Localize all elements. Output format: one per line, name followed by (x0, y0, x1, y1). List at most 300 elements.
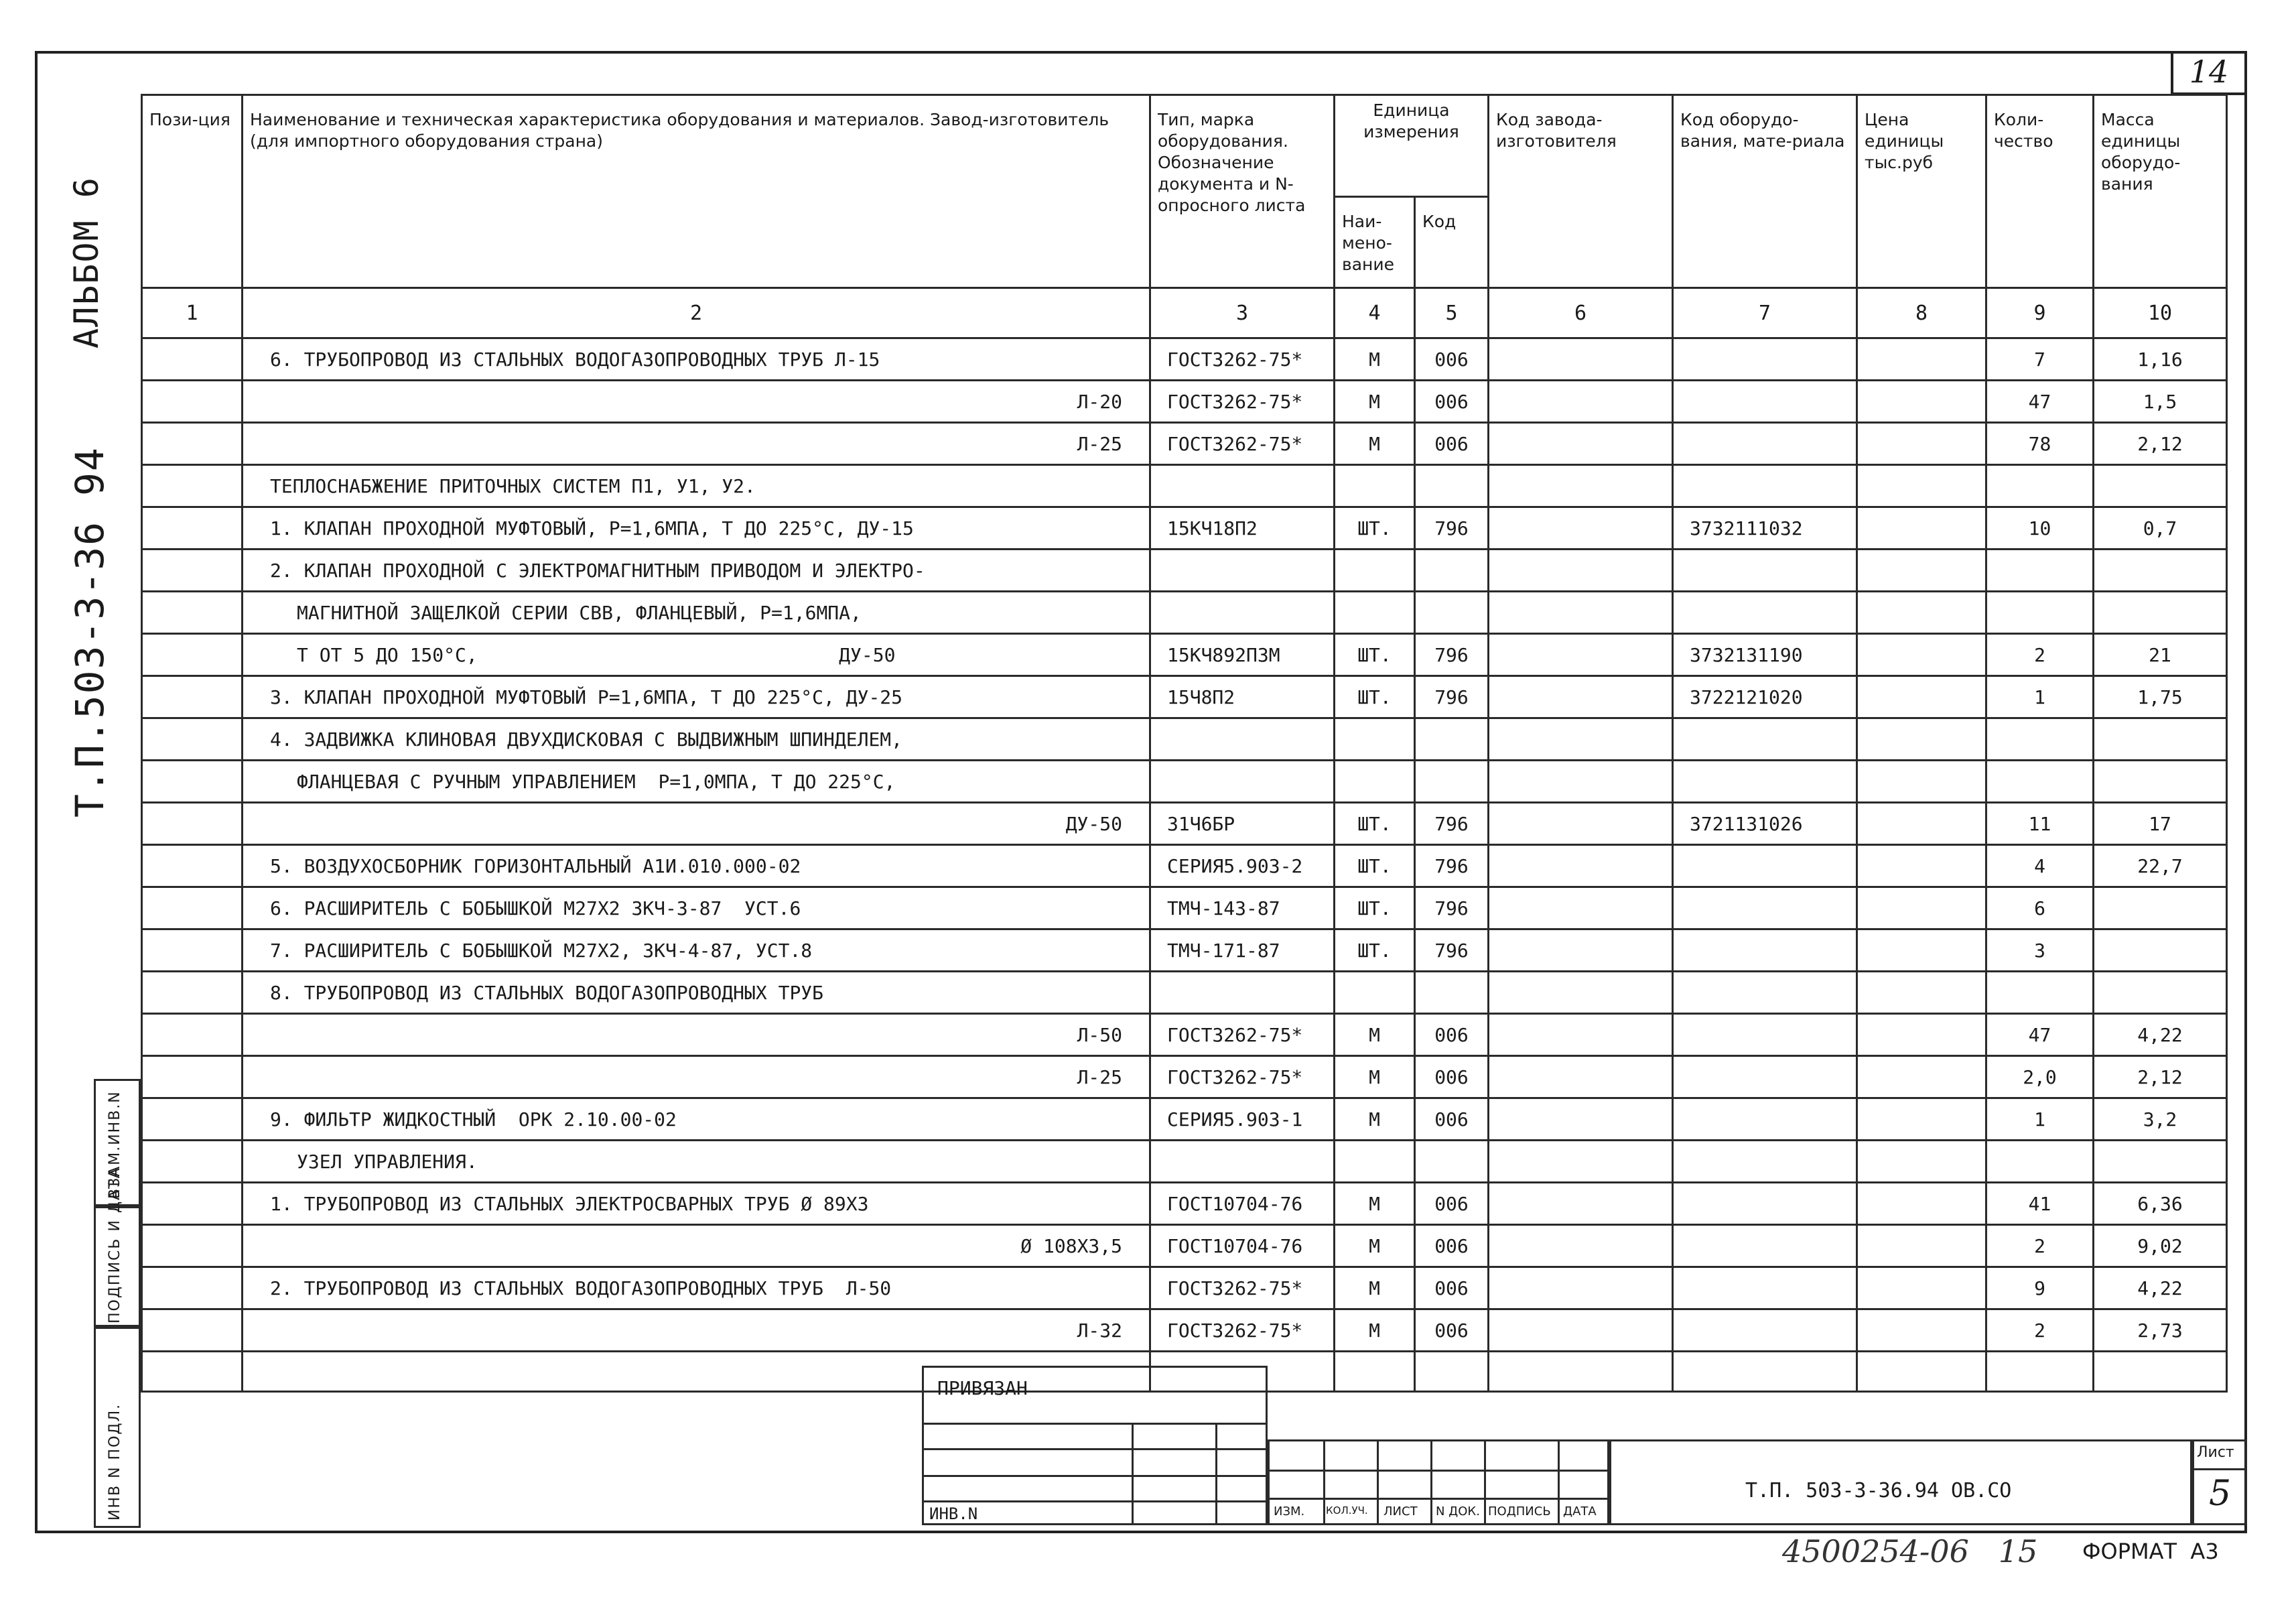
cell-price (1857, 718, 1986, 761)
cell-price (1857, 1141, 1986, 1183)
cell-price (1857, 761, 1986, 803)
cell-plant-code (1489, 718, 1673, 761)
cell-position (142, 1014, 243, 1056)
cell-price (1857, 1056, 1986, 1098)
cell-plant-code (1489, 929, 1673, 972)
cell-position (142, 507, 243, 550)
list-label: Лист (2197, 1444, 2234, 1461)
cell-mass: 9,02 (2094, 1225, 2227, 1267)
cell-name: 3. КЛАПАН ПРОХОДНОЙ МУФТОВЫЙ Р=1,6МПА, Т ДО 225°С, ДУ-25 (243, 676, 1150, 718)
cell-type: ГОСТ3262-75* (1150, 423, 1335, 465)
table-row (142, 1183, 2227, 1225)
cell-unit-code (1415, 761, 1489, 803)
table-row (142, 1098, 2227, 1141)
cell-name: 9. ФИЛЬТР ЖИДКОСТНЫЙ ОРК 2.10.00-02 (243, 1098, 1150, 1141)
cell-plant-code (1489, 423, 1673, 465)
cell-unit: М (1335, 338, 1415, 381)
cell-name: 2. КЛАПАН ПРОХОДНОЙ С ЭЛЕКТРОМАГНИТНЫМ ПРИВОДОМ И ЭЛЕКТРО- (243, 550, 1150, 592)
cell-unit: ШТ. (1335, 676, 1415, 718)
cell-plant-code (1489, 1267, 1673, 1309)
cell-position (142, 634, 243, 676)
cell-type (1150, 550, 1335, 592)
cell-price (1857, 676, 1986, 718)
cell-name: Л-25 (243, 423, 1150, 465)
cell-plant-code (1489, 465, 1673, 507)
cell-equip-code (1673, 1014, 1857, 1056)
cell-price (1857, 1014, 1986, 1056)
table-row (142, 465, 2227, 507)
cell-equip-code: 3732131190 (1673, 634, 1857, 676)
cell-name: 4. ЗАДВИЖКА КЛИНОВАЯ ДВУХДИСКОВАЯ С ВЫДВИЖНЫМ ШПИНДЕЛЕМ, (243, 718, 1150, 761)
cell-position (142, 592, 243, 634)
cell-position (142, 676, 243, 718)
cell-name: Л-25 (243, 1056, 1150, 1098)
cell-mass (2094, 972, 2227, 1014)
table-row (142, 803, 2227, 845)
cell-quantity: 10 (1986, 507, 2094, 550)
cell-price (1857, 592, 1986, 634)
cell-type (1150, 592, 1335, 634)
cell-position (142, 465, 243, 507)
cell-mass (2094, 929, 2227, 972)
cell-plant-code (1489, 550, 1673, 592)
cell-mass: 3,2 (2094, 1098, 2227, 1141)
cell-unit-code: 006 (1415, 1183, 1489, 1225)
table-row (142, 381, 2227, 423)
column-number: 7 (1673, 288, 1857, 338)
cell-name: ТЕПЛОСНАБЖЕНИЕ ПРИТОЧНЫХ СИСТЕМ П1, У1, У2. (243, 465, 1150, 507)
cell-type: ГОСТ3262-75* (1150, 381, 1335, 423)
cell-price (1857, 1225, 1986, 1267)
cell-price (1857, 381, 1986, 423)
cell-plant-code (1489, 1309, 1673, 1352)
privyazan-block (922, 1366, 1268, 1525)
header-plant-code: Код завода-изготовителя (1489, 95, 1673, 288)
cell-position (142, 1225, 243, 1267)
stamp-podpis: ПОДПИСЬ (1488, 1504, 1551, 1519)
cell-unit-code: 796 (1415, 845, 1489, 887)
cell-equip-code (1673, 972, 1857, 1014)
header-quantity: Коли-чество (1986, 95, 2094, 288)
cell-unit-code: 006 (1415, 1309, 1489, 1352)
table-row (142, 1225, 2227, 1267)
table-row (142, 423, 2227, 465)
cell-name: 2. ТРУБОПРОВОД ИЗ СТАЛЬНЫХ ВОДОГАЗОПРОВОДНЫХ ТРУБ Л-50 (243, 1267, 1150, 1309)
table-row (142, 761, 2227, 803)
format-label: ФОРМАТ А3 (2082, 1539, 2219, 1564)
cell-plant-code (1489, 676, 1673, 718)
cell-unit-code: 796 (1415, 634, 1489, 676)
header-position: Пози-ция (142, 95, 243, 288)
stamp-izm: ИЗМ. (1274, 1504, 1305, 1519)
cell-quantity (1986, 761, 2094, 803)
cell-unit (1335, 465, 1415, 507)
sheet-list-block (2192, 1439, 2247, 1525)
header-type: Тип, марка оборудования. Обозначение документа и N-опросного листа (1150, 95, 1335, 288)
cell-plant-code (1489, 507, 1673, 550)
cell-unit: ШТ. (1335, 887, 1415, 929)
cell-plant-code (1489, 972, 1673, 1014)
cell-unit: М (1335, 1309, 1415, 1352)
cell-plant-code (1489, 803, 1673, 845)
cell-plant-code (1489, 1014, 1673, 1056)
cell-unit: М (1335, 1014, 1415, 1056)
cell-name: 6. РАСШИРИТЕЛЬ С БОБЫШКОЙ М27Х2 ЗКЧ-3-87 УСТ.6 (243, 887, 1150, 929)
table-row (142, 718, 2227, 761)
cell-plant-code (1489, 1183, 1673, 1225)
cell-equip-code: 3722121020 (1673, 676, 1857, 718)
column-number: 6 (1489, 288, 1673, 338)
cell-quantity: 2 (1986, 634, 2094, 676)
cell-position (142, 929, 243, 972)
cell-unit: ШТ. (1335, 929, 1415, 972)
cell-equip-code (1673, 929, 1857, 972)
cell-unit: М (1335, 381, 1415, 423)
column-number: 4 (1335, 288, 1415, 338)
cell-price (1857, 803, 1986, 845)
cell-unit (1335, 718, 1415, 761)
cell-type (1150, 761, 1335, 803)
cell-equip-code (1673, 845, 1857, 887)
table-row (142, 634, 2227, 676)
cell-equip-code (1673, 1056, 1857, 1098)
column-number: 5 (1415, 288, 1489, 338)
cell-type: ГОСТ3262-75* (1150, 1014, 1335, 1056)
cell-type (1150, 1141, 1335, 1183)
cell-unit-code (1415, 465, 1489, 507)
cell-mass: 6,36 (2094, 1183, 2227, 1225)
cell-unit: ШТ. (1335, 803, 1415, 845)
cell-name: Л-20 (243, 381, 1150, 423)
cell-position (142, 1141, 243, 1183)
cell-mass (2094, 550, 2227, 592)
cell-plant-code (1489, 761, 1673, 803)
cell-position (142, 1309, 243, 1352)
cell-equip-code (1673, 1098, 1857, 1141)
cell-position (142, 972, 243, 1014)
cell-type: 31Ч6БР (1150, 803, 1335, 845)
cell-mass: 2,12 (2094, 1056, 2227, 1098)
cell-unit: М (1335, 1098, 1415, 1141)
cell-mass (2094, 1141, 2227, 1183)
cell-unit (1335, 761, 1415, 803)
cell-quantity: 9 (1986, 1267, 2094, 1309)
table-row (142, 1309, 2227, 1352)
cell-mass: 2,73 (2094, 1309, 2227, 1352)
cell-unit-code: 006 (1415, 381, 1489, 423)
header-unit-group: Единица измерения (1335, 95, 1489, 197)
cell-mass: 21 (2094, 634, 2227, 676)
cell-quantity: 1 (1986, 1098, 2094, 1141)
table-row (142, 845, 2227, 887)
spec-table (141, 94, 2228, 1393)
table-row (142, 676, 2227, 718)
cell-quantity: 78 (1986, 423, 2094, 465)
cell-type: 15КЧ892П3М (1150, 634, 1335, 676)
cell-mass: 1,5 (2094, 381, 2227, 423)
cell-plant-code (1489, 1056, 1673, 1098)
cell-unit-code: 006 (1415, 1014, 1489, 1056)
cell-type: ГОСТ3262-75* (1150, 1267, 1335, 1309)
header-price: Цена единицы тыс.руб (1857, 95, 1986, 288)
cell-plant-code (1489, 1225, 1673, 1267)
table-row (142, 592, 2227, 634)
cell-equip-code (1673, 1183, 1857, 1225)
side-stamp-inv-podl: ИНВ N ПОДЛ. (94, 1327, 141, 1528)
cell-mass (2094, 718, 2227, 761)
cell-type: 15КЧ18П2 (1150, 507, 1335, 550)
cell-unit-code: 796 (1415, 887, 1489, 929)
cell-position (142, 761, 243, 803)
cell-equip-code (1673, 592, 1857, 634)
cell-quantity: 6 (1986, 887, 2094, 929)
cell-type: ТМЧ-143-87 (1150, 887, 1335, 929)
table-row (142, 550, 2227, 592)
stamp-list: ЛИСТ (1383, 1504, 1418, 1519)
table-row (142, 972, 2227, 1014)
stamp-kol-uch: КОЛ.УЧ. (1326, 1504, 1368, 1517)
cell-unit-code (1415, 1141, 1489, 1183)
cell-price (1857, 507, 1986, 550)
cell-name: МАГНИТНОЙ ЗАЩЕЛКОЙ СЕРИИ СВВ, ФЛАНЦЕВЫЙ, Р=1,6МПА, (243, 592, 1150, 634)
cell-unit: М (1335, 1225, 1415, 1267)
cell-unit-code (1415, 718, 1489, 761)
cell-price (1857, 465, 1986, 507)
cell-type: ГОСТ10704-76 (1150, 1225, 1335, 1267)
cell-mass: 1,75 (2094, 676, 2227, 718)
cell-equip-code (1673, 381, 1857, 423)
cell-unit: ШТ. (1335, 845, 1415, 887)
cell-plant-code (1489, 887, 1673, 929)
cell-equip-code: 3732111032 (1673, 507, 1857, 550)
cell-mass (2094, 887, 2227, 929)
list-number: 5 (2209, 1474, 2232, 1514)
cell-mass: 0,7 (2094, 507, 2227, 550)
corner-number: 14 (2189, 54, 2229, 90)
album-title: АЛЬБОМ 6 (67, 176, 106, 348)
cell-name: ФЛАНЦЕВАЯ С РУЧНЫМ УПРАВЛЕНИЕМ Р=1,0МПА, Т ДО 225°С, (243, 761, 1150, 803)
project-title: Т.П.503-3-36 94 (67, 446, 113, 818)
cell-price (1857, 550, 1986, 592)
table-row (142, 1267, 2227, 1309)
cell-plant-code (1489, 592, 1673, 634)
cell-type: ГОСТ10704-76 (1150, 1183, 1335, 1225)
cell-name: ДУ-50 (243, 803, 1150, 845)
cell-unit-code (1415, 550, 1489, 592)
cell-mass: 22,7 (2094, 845, 2227, 887)
side-stamp-vzam: ВЗАМ.ИНВ.N (94, 1079, 141, 1206)
spec-body (142, 338, 2227, 1352)
cell-type: ГОСТ3262-75* (1150, 1309, 1335, 1352)
cell-unit-code: 006 (1415, 1056, 1489, 1098)
cell-unit: М (1335, 423, 1415, 465)
cell-price (1857, 1267, 1986, 1309)
cell-plant-code (1489, 845, 1673, 887)
cell-quantity: 11 (1986, 803, 2094, 845)
cell-price (1857, 845, 1986, 887)
privyazan-label: ПРИВЯЗАН (937, 1377, 1028, 1399)
column-number: 2 (243, 288, 1150, 338)
cell-name: 1. КЛАПАН ПРОХОДНОЙ МУФТОВЫЙ, Р=1,6МПА, Т ДО 225°С, ДУ-15 (243, 507, 1150, 550)
cell-type: СЕРИЯ5.903-2 (1150, 845, 1335, 887)
cell-unit-code: 796 (1415, 507, 1489, 550)
cell-unit (1335, 972, 1415, 1014)
column-number: 8 (1857, 288, 1986, 338)
cell-plant-code (1489, 1141, 1673, 1183)
cell-price (1857, 1098, 1986, 1141)
cell-unit: ШТ. (1335, 634, 1415, 676)
cell-equip-code: 3721131026 (1673, 803, 1857, 845)
cell-unit-code: 006 (1415, 423, 1489, 465)
side-stamp-podpis: ПОДПИСЬ И ДАТА (94, 1206, 141, 1327)
cell-mass: 4,22 (2094, 1267, 2227, 1309)
table-row (142, 1056, 2227, 1098)
table-row (142, 1141, 2227, 1183)
cell-equip-code (1673, 1141, 1857, 1183)
cell-plant-code (1489, 338, 1673, 381)
revision-stamp (1268, 1439, 1609, 1525)
table-row (142, 1014, 2227, 1056)
cell-unit (1335, 1141, 1415, 1183)
cell-unit-code: 796 (1415, 803, 1489, 845)
cell-position (142, 338, 243, 381)
cell-unit: М (1335, 1056, 1415, 1098)
cell-unit-code: 796 (1415, 676, 1489, 718)
cell-price (1857, 423, 1986, 465)
cell-quantity: 2,0 (1986, 1056, 2094, 1098)
cell-quantity (1986, 465, 2094, 507)
cell-name: 7. РАСШИРИТЕЛЬ С БОБЫШКОЙ М27Х2, ЗКЧ-4-87, УСТ.8 (243, 929, 1150, 972)
cell-quantity: 3 (1986, 929, 2094, 972)
cell-quantity (1986, 718, 2094, 761)
cell-quantity: 7 (1986, 338, 2094, 381)
cell-unit: ШТ. (1335, 507, 1415, 550)
cell-name: УЗЕЛ УПРАВЛЕНИЯ. (243, 1141, 1150, 1183)
cell-unit-code (1415, 972, 1489, 1014)
cell-position (142, 1183, 243, 1225)
cell-name: 1. ТРУБОПРОВОД ИЗ СТАЛЬНЫХ ЭЛЕКТРОСВАРНЫХ ТРУБ Ø 89Х3 (243, 1183, 1150, 1225)
cell-mass (2094, 465, 2227, 507)
cell-unit-code: 006 (1415, 1225, 1489, 1267)
handwritten-code: 4500254-06 15 (1782, 1533, 2038, 1569)
cell-name: Л-32 (243, 1309, 1150, 1352)
cell-type: ТМЧ-171-87 (1150, 929, 1335, 972)
cell-quantity: 2 (1986, 1309, 2094, 1352)
cell-position (142, 423, 243, 465)
inv-n-label: ИНВ.N (929, 1504, 978, 1523)
cell-plant-code (1489, 381, 1673, 423)
header-row (142, 95, 2227, 197)
cell-equip-code (1673, 423, 1857, 465)
stamp-n-dok: N ДОК. (1436, 1504, 1480, 1519)
cell-equip-code (1673, 718, 1857, 761)
cell-unit (1335, 592, 1415, 634)
cell-price (1857, 634, 1986, 676)
cell-name: Т ОТ 5 ДО 150°С, ДУ-50 (243, 634, 1150, 676)
cell-quantity (1986, 550, 2094, 592)
cell-mass: 17 (2094, 803, 2227, 845)
column-number: 1 (142, 288, 243, 338)
table-row (142, 929, 2227, 972)
cell-equip-code (1673, 887, 1857, 929)
cell-position (142, 845, 243, 887)
cell-mass (2094, 592, 2227, 634)
cell-name: Л-50 (243, 1014, 1150, 1056)
column-number: 3 (1150, 288, 1335, 338)
cell-type (1150, 718, 1335, 761)
cell-unit-code: 796 (1415, 929, 1489, 972)
cell-plant-code (1489, 634, 1673, 676)
cell-mass: 2,12 (2094, 423, 2227, 465)
cell-quantity: 2 (1986, 1225, 2094, 1267)
cell-unit-code: 006 (1415, 338, 1489, 381)
cell-unit: М (1335, 1183, 1415, 1225)
cell-unit-code: 006 (1415, 1098, 1489, 1141)
header-unit-name: Наи-мено-вание (1335, 197, 1415, 288)
cell-name: 6. ТРУБОПРОВОД ИЗ СТАЛЬНЫХ ВОДОГАЗОПРОВОДНЫХ ТРУБ Л-15 (243, 338, 1150, 381)
cell-position (142, 887, 243, 929)
cell-position (142, 1098, 243, 1141)
cell-quantity (1986, 592, 2094, 634)
doc-code: Т.П. 503-3-36.94 ОВ.СО (1745, 1479, 2012, 1502)
cell-equip-code (1673, 761, 1857, 803)
cell-name: Ø 108Х3,5 (243, 1225, 1150, 1267)
cell-price (1857, 338, 1986, 381)
cell-position (142, 803, 243, 845)
table-row (142, 338, 2227, 381)
cell-price (1857, 972, 1986, 1014)
cell-unit-code (1415, 592, 1489, 634)
cell-position (142, 550, 243, 592)
cell-position (142, 1267, 243, 1309)
cell-unit (1335, 550, 1415, 592)
cell-unit: М (1335, 1267, 1415, 1309)
header-name: Наименование и техническая характеристика оборудования и материалов. Завод-изготовитель (для импортного оборудования страна) (243, 95, 1150, 288)
column-number: 9 (1986, 288, 2094, 338)
cell-quantity: 41 (1986, 1183, 2094, 1225)
cell-equip-code (1673, 1309, 1857, 1352)
cell-equip-code (1673, 1267, 1857, 1309)
cell-quantity: 47 (1986, 381, 2094, 423)
header-mass: Масса единицы оборудо-вания (2094, 95, 2227, 288)
cell-quantity (1986, 972, 2094, 1014)
cell-type (1150, 465, 1335, 507)
cell-type: СЕРИЯ5.903-1 (1150, 1098, 1335, 1141)
cell-equip-code (1673, 465, 1857, 507)
cell-equip-code (1673, 1225, 1857, 1267)
cell-quantity (1986, 1141, 2094, 1183)
cell-price (1857, 929, 1986, 972)
cell-mass: 4,22 (2094, 1014, 2227, 1056)
cell-name: 8. ТРУБОПРОВОД ИЗ СТАЛЬНЫХ ВОДОГАЗОПРОВОДНЫХ ТРУБ (243, 972, 1150, 1014)
header-equip-code: Код оборудо-вания, мате-риала (1673, 95, 1857, 288)
cell-quantity: 4 (1986, 845, 2094, 887)
cell-position (142, 1056, 243, 1098)
header-unit-code: Код (1415, 197, 1489, 288)
corner-number-box (2171, 51, 2247, 95)
table-row (142, 887, 2227, 929)
cell-type: 15Ч8П2 (1150, 676, 1335, 718)
cell-price (1857, 1309, 1986, 1352)
table-row (142, 507, 2227, 550)
cell-position (142, 718, 243, 761)
cell-price (1857, 1183, 1986, 1225)
cell-mass: 1,16 (2094, 338, 2227, 381)
cell-plant-code (1489, 1098, 1673, 1141)
cell-quantity: 47 (1986, 1014, 2094, 1056)
cell-mass (2094, 761, 2227, 803)
cell-type: ГОСТ3262-75* (1150, 338, 1335, 381)
